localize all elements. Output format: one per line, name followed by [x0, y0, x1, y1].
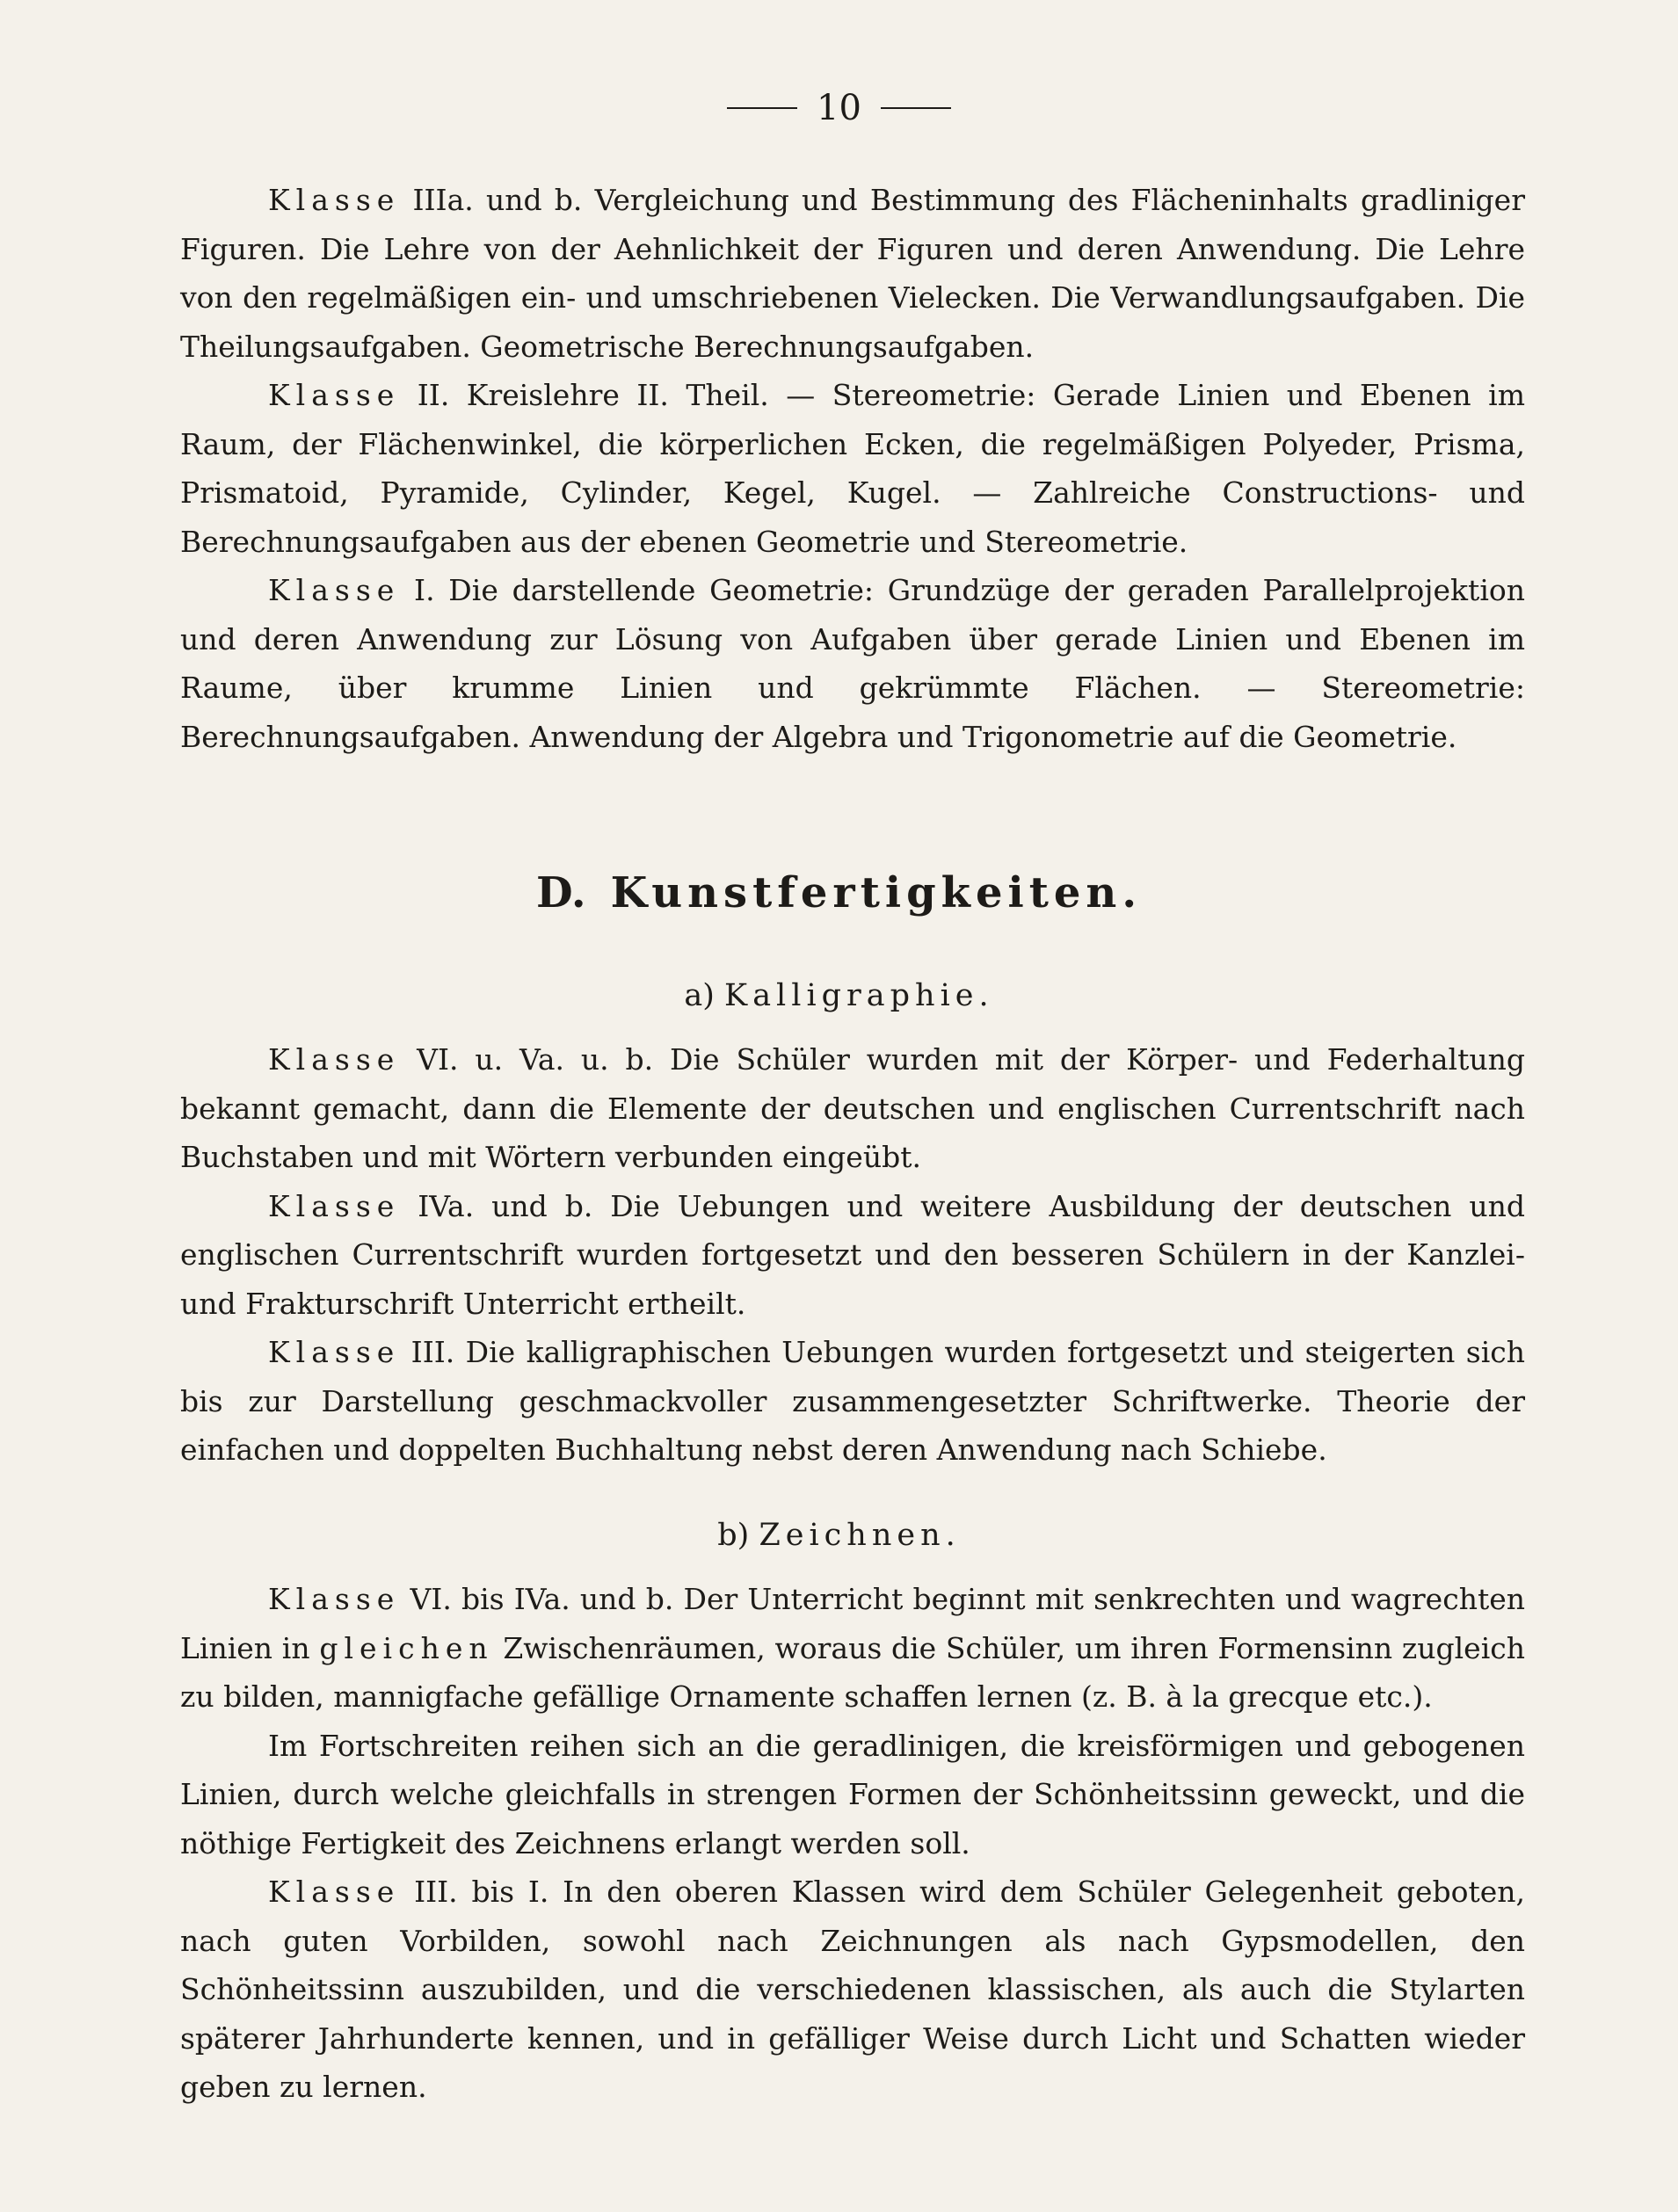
paragraph-klasse-2 [180, 371, 1525, 566]
paragraph-klasse-3 [180, 1328, 1525, 1475]
subheading-title: Kalligraphie. [724, 978, 994, 1013]
paragraph-klasse-3 [180, 176, 1525, 371]
paragraph-text: VI. u. Va. u. b. Die Schüler wurden mit der Körper- und Federhaltung bekannt gemacht, dann die Elemente der deutschen und englischen Currentschrift nach Buchstaben und mit Wörtern verbunden eingeübt. [180, 1042, 1525, 1174]
paragraph-fortschreiten [180, 1722, 1525, 1868]
zeichnen-section [180, 1575, 1525, 2112]
paragraph-text: VI. bis IVa. und b. Der Unterricht beginnt mit senkrechten und wagrechten Linien in [180, 1582, 1525, 1665]
klasse-label: Klasse [268, 1335, 401, 1369]
paragraph-klasse-6-4 [180, 1575, 1525, 1722]
paragraph-text: II. Kreislehre II. Theil. — Stereometrie: Gerade Linien und Ebenen im Raum, der Flächenwinkel, die körperlichen Ecken, die regelmäßigen Polyeder, Prisma, Prismatoid, Pyramide, Cylinder, Kegel, Kugel. — Zahlreiche Constructions- und Berechnungsaufgaben aus der ebenen Geometrie und Stereometrie. [180, 378, 1526, 559]
paragraph-text: I. Die darstellende Geometrie: Grundzüge der geraden Parallelprojektion und deren Anwendung zur Lösung von Aufgaben über gerade Linien und Ebenen im Raume, über krumme Linien und gekrümmte Flächen. — Stereometrie: Berechnungsaufgaben. Anwendung der Algebra und Trigonometrie auf die Geometrie. [180, 573, 1525, 754]
page-number [0, 88, 1678, 128]
paragraph-text: IVa. und b. Die Uebungen und weitere Ausbildung der deutschen und englischen Currentschrift wurden fortgesetzt und den besseren Schülern in der Kanzlei- und Frakturschrift Unterricht ertheilt. [180, 1188, 1525, 1321]
paragraph-text: Zwischenräumen, woraus die Schüler, um ihren Formensinn zugleich zu bilden, mannigfache gefällige Ornamente schaffen lernen (z. B. à la grecque etc.). [180, 1630, 1525, 1714]
klasse-label: Klasse [268, 183, 401, 217]
klasse-label: Klasse [268, 378, 401, 412]
section-title: Kunstfertigkeiten. [610, 868, 1143, 917]
geometry-section [180, 176, 1525, 761]
paragraph-klasse-6 [180, 1035, 1525, 1182]
page-number-text: 10 [817, 88, 861, 128]
subheading-prefix: a) [684, 978, 715, 1013]
paragraph-text: III. Die kalligraphischen Uebungen wurden fortgesetzt und steigerten sich bis zur Darstellung geschmackvoller zusammengesetzter Schriftwerke. Theorie der einfachen und doppelten Buchhaltung nebst deren Anwendung nach Schiebe. [180, 1335, 1525, 1467]
subheading-prefix: b) [717, 1518, 750, 1553]
paragraph-text: Im Fortschreiten reihen sich an die geradlinigen, die kreisförmigen und gebogenen Linien, durch welche gleichfalls in strengen Formen der Schönheitssinn geweckt, und die nöthige Fertigkeit des Zeichnens erlangt werden soll. [180, 1728, 1525, 1860]
spaced-word: gleichen [319, 1630, 494, 1665]
paragraph-text: III. bis I. In den oberen Klassen wird dem Schüler Gelegenheit geboten, nach guten Vorbilden, sowohl nach Zeichnungen als nach Gypsmodellen, den Schönheitssinn auszubilden, und die verschiedenen klassischen, als auch die Stylarten späterer Jahrhunderte kennen, und in gefälliger Weise durch Licht und Schatten wieder geben zu lernen. [180, 1875, 1525, 2104]
right-rule [881, 107, 951, 109]
subheading-kalligraphie [0, 978, 1678, 1013]
paragraph-klasse-1 [180, 566, 1525, 761]
klasse-label: Klasse [268, 1042, 401, 1077]
paragraph-klasse-4 [180, 1182, 1525, 1329]
section-heading [0, 868, 1678, 917]
klasse-label: Klasse [268, 1188, 401, 1223]
klasse-label: Klasse [268, 1875, 401, 1909]
section-letter: D. [535, 868, 586, 917]
left-rule [727, 107, 797, 109]
paragraph-klasse-3-1 [180, 1868, 1525, 2112]
klasse-label: Klasse [268, 1582, 401, 1616]
subheading-zeichnen [0, 1518, 1678, 1553]
subheading-title: Zeichnen. [759, 1518, 961, 1553]
paragraph-text: IIIa. und b. Vergleichung und Bestimmung des Flächeninhalts gradliniger Figuren. Die Lehre von der Aehnlichkeit der Figuren und deren Anwendung. Die Lehre von den regelmäßigen ein- und umschriebenen Vielecken. Die Verwandlungsaufgaben. Die Theilungsaufgaben. Geometrische Berechnungsaufgaben. [180, 183, 1525, 364]
klasse-label: Klasse [268, 573, 401, 607]
kalligraphie-section [180, 1035, 1525, 1475]
